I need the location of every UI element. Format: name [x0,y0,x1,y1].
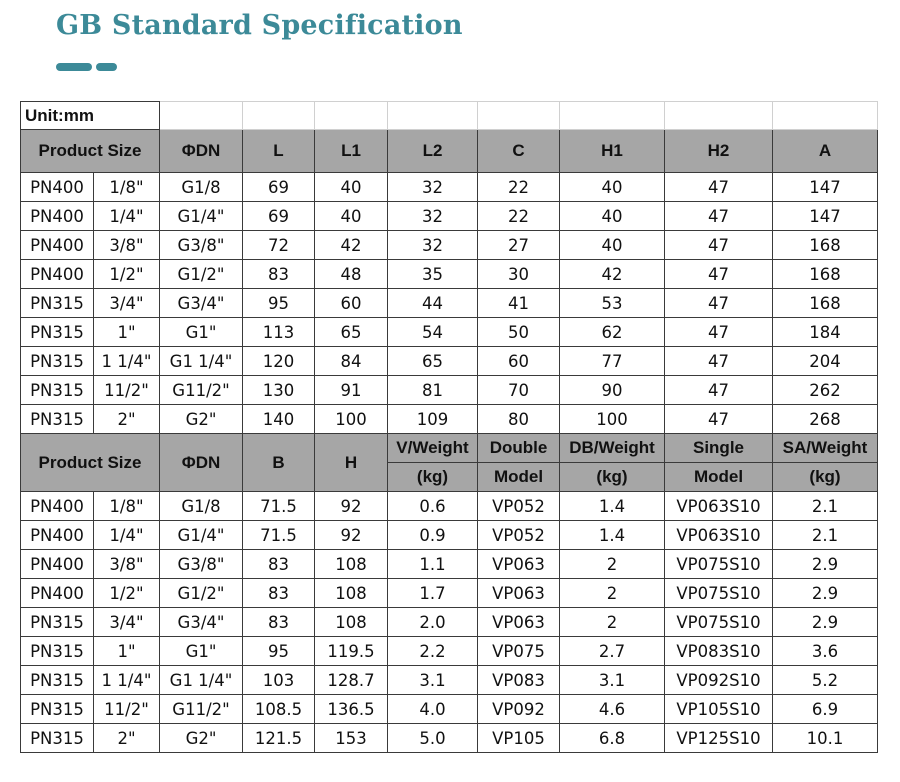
table-cell: 1.4 [560,521,665,550]
table-cell: 2.9 [773,579,878,608]
table-cell: 3/8" [94,231,160,260]
table-cell: G1 1/4" [160,347,243,376]
column-header: Single [665,434,773,463]
column-header: L [243,130,315,173]
table-cell: VP075S10 [665,579,773,608]
table-cell: 2.2 [388,637,478,666]
table-cell: 1/8" [94,492,160,521]
table-cell: 128.7 [315,666,388,695]
table-cell: 30 [478,260,560,289]
table-cell: 108.5 [243,695,315,724]
table-cell: 3/4" [94,608,160,637]
table-cell: 1" [94,318,160,347]
table-cell: PN400 [21,521,94,550]
table-cell: 60 [315,289,388,318]
table-cell: 47 [665,289,773,318]
column-header: (kg) [560,463,665,492]
column-header: (kg) [773,463,878,492]
table-row [21,318,878,347]
table-cell: 47 [665,376,773,405]
table-cell: 69 [243,173,315,202]
table-cell: 65 [315,318,388,347]
unit-label: Unit:mm [21,102,160,130]
table-cell: 1 1/4" [94,347,160,376]
table-cell: 1 1/4" [94,666,160,695]
table-cell: 1/4" [94,202,160,231]
table-row [21,579,878,608]
table-cell: 5.0 [388,724,478,753]
table-cell: 130 [243,376,315,405]
table-cell: 2 [560,550,665,579]
table-cell: 83 [243,550,315,579]
table-cell: PN315 [21,318,94,347]
table-cell: G2" [160,724,243,753]
table-cell: 47 [665,202,773,231]
column-header: H2 [665,130,773,173]
table-cell: 0.6 [388,492,478,521]
table-row [21,260,878,289]
table-cell: 1/2" [94,579,160,608]
table-cell: 91 [315,376,388,405]
table-cell: 22 [478,202,560,231]
table-row [21,405,878,434]
table-cell: G2" [160,405,243,434]
table-cell: 6.9 [773,695,878,724]
table-cell: VP092 [478,695,560,724]
table-row [21,695,878,724]
table-cell: 120 [243,347,315,376]
table-cell: G3/4" [160,289,243,318]
table-row [21,492,878,521]
table-cell: PN400 [21,492,94,521]
table-cell: 100 [315,405,388,434]
table-cell: VP063S10 [665,492,773,521]
column-header: SA/Weight [773,434,878,463]
table-cell: VP063S10 [665,521,773,550]
table-cell: G1" [160,318,243,347]
column-header: Product Size [21,130,160,173]
table-cell: 42 [560,260,665,289]
table-cell: 40 [315,173,388,202]
table-cell: VP083S10 [665,637,773,666]
table-cell: 262 [773,376,878,405]
table-row [21,173,878,202]
table-cell: 147 [773,173,878,202]
table-cell: 168 [773,231,878,260]
table-cell: 3.1 [388,666,478,695]
column-header: C [478,130,560,173]
table-cell: PN315 [21,289,94,318]
table-cell: 40 [560,202,665,231]
table-cell: 1" [94,637,160,666]
table-cell: 54 [388,318,478,347]
table-cell: VP075S10 [665,550,773,579]
table-cell: PN315 [21,637,94,666]
table-cell: 140 [243,405,315,434]
column-header: B [243,434,315,492]
table-cell: 32 [388,231,478,260]
page-title: GB Standard Specification [56,10,463,41]
table-row [21,521,878,550]
table-cell: G1/4" [160,202,243,231]
spec-table [20,101,878,753]
table-cell: VP052 [478,492,560,521]
table-cell: VP092S10 [665,666,773,695]
table-cell: 83 [243,260,315,289]
table-cell: 168 [773,260,878,289]
table-cell: VP105 [478,724,560,753]
table-cell: G1/2" [160,260,243,289]
column-header: Product Size [21,434,160,492]
table-cell: 72 [243,231,315,260]
table-cell: PN315 [21,666,94,695]
table-cell: 4.6 [560,695,665,724]
table-cell: 108 [315,608,388,637]
table-cell: G1/8 [160,492,243,521]
table-cell: VP063 [478,608,560,637]
table-cell: VP052 [478,521,560,550]
table-cell: 6.8 [560,724,665,753]
table-row [21,347,878,376]
table-cell: 268 [773,405,878,434]
table-cell: 69 [243,202,315,231]
table-row [21,550,878,579]
table-cell: 83 [243,579,315,608]
table-cell: 84 [315,347,388,376]
table-row [21,289,878,318]
table-cell: 1/4" [94,521,160,550]
table-cell: VP075 [478,637,560,666]
table-cell: 80 [478,405,560,434]
table-cell: 92 [315,521,388,550]
table-cell: 0.9 [388,521,478,550]
table-cell: PN400 [21,579,94,608]
table-cell: VP105S10 [665,695,773,724]
table-cell: 40 [560,231,665,260]
table-cell: 100 [560,405,665,434]
table-cell: 2.0 [388,608,478,637]
table-cell: 47 [665,173,773,202]
table-cell: 3.6 [773,637,878,666]
table-cell: PN315 [21,376,94,405]
table-cell: PN315 [21,608,94,637]
table-cell: G1 1/4" [160,666,243,695]
table-cell: G11/2" [160,376,243,405]
table1-header-row [21,130,878,173]
table-cell: 1.1 [388,550,478,579]
table-cell: 65 [388,347,478,376]
table-cell: G3/4" [160,608,243,637]
table-cell: G11/2" [160,695,243,724]
table-cell: 5.2 [773,666,878,695]
column-header: A [773,130,878,173]
table-cell: PN400 [21,173,94,202]
table-cell: 35 [388,260,478,289]
table-cell: 121.5 [243,724,315,753]
table-cell: VP083 [478,666,560,695]
table-row [21,608,878,637]
table-cell: 77 [560,347,665,376]
table-cell: 3.1 [560,666,665,695]
table-cell: 11/2" [94,376,160,405]
table-cell: 4.0 [388,695,478,724]
table-cell: 27 [478,231,560,260]
table-cell: PN315 [21,724,94,753]
table-cell: 70 [478,376,560,405]
table-row [21,637,878,666]
table-cell: 32 [388,202,478,231]
table-cell: PN400 [21,550,94,579]
column-header: Double [478,434,560,463]
column-header: Model [478,463,560,492]
table-cell: 3/8" [94,550,160,579]
column-header: DB/Weight [560,434,665,463]
column-header: (kg) [388,463,478,492]
table-cell: VP125S10 [665,724,773,753]
table-cell: 103 [243,666,315,695]
table-cell: VP075S10 [665,608,773,637]
table-cell: G1/2" [160,579,243,608]
table-cell: 42 [315,231,388,260]
table-cell: 44 [388,289,478,318]
table-cell: 95 [243,289,315,318]
table-cell: 71.5 [243,521,315,550]
table-cell: 3/4" [94,289,160,318]
table-cell: VP063 [478,579,560,608]
table-cell: PN315 [21,695,94,724]
table-cell: 95 [243,637,315,666]
title-accent-bar [96,63,117,71]
column-header: L2 [388,130,478,173]
table-cell: 2 [560,608,665,637]
table-cell: 168 [773,289,878,318]
column-header: ΦDN [160,434,243,492]
table-cell: 2.9 [773,608,878,637]
table-cell: 48 [315,260,388,289]
table-cell: 60 [478,347,560,376]
table-cell: PN315 [21,347,94,376]
table-cell: 2.7 [560,637,665,666]
column-header: ΦDN [160,130,243,173]
table-cell: 2" [94,724,160,753]
table-cell: 2" [94,405,160,434]
table-cell: 83 [243,608,315,637]
table-cell: VP063 [478,550,560,579]
table-cell: 40 [560,173,665,202]
table-cell: 2.9 [773,550,878,579]
table-cell: G1" [160,637,243,666]
table-row [21,202,878,231]
table-row [21,666,878,695]
table-row [21,376,878,405]
table-cell: 22 [478,173,560,202]
table-cell: PN400 [21,260,94,289]
table-cell: G3/8" [160,231,243,260]
table-cell: 40 [315,202,388,231]
table2-header-row [21,434,878,463]
table-cell: 47 [665,347,773,376]
table-cell: 119.5 [315,637,388,666]
column-header: H1 [560,130,665,173]
table-cell: 108 [315,579,388,608]
table-cell: 92 [315,492,388,521]
table-cell: 50 [478,318,560,347]
table-cell: 2 [560,579,665,608]
table-cell: 1.4 [560,492,665,521]
table-row [21,231,878,260]
table-cell: PN400 [21,202,94,231]
unit-row [21,102,878,130]
table-cell: 47 [665,318,773,347]
table-cell: 2.1 [773,492,878,521]
table-cell: 147 [773,202,878,231]
table-cell: PN315 [21,405,94,434]
table-cell: 113 [243,318,315,347]
table-cell: 32 [388,173,478,202]
table-cell: G1/4" [160,521,243,550]
title-accent-bar [56,63,92,71]
table-cell: 47 [665,231,773,260]
table-cell: 1/8" [94,173,160,202]
table-cell: 90 [560,376,665,405]
table-cell: 71.5 [243,492,315,521]
table-cell: 153 [315,724,388,753]
table-cell: 10.1 [773,724,878,753]
table-cell: G1/8 [160,173,243,202]
table-cell: 2.1 [773,521,878,550]
table-cell: 136.5 [315,695,388,724]
table-cell: 184 [773,318,878,347]
table-cell: PN400 [21,231,94,260]
column-header: Model [665,463,773,492]
table-row [21,724,878,753]
table-cell: 11/2" [94,695,160,724]
table-cell: 1/2" [94,260,160,289]
table-cell: 62 [560,318,665,347]
table-cell: G3/8" [160,550,243,579]
column-header: L1 [315,130,388,173]
table-cell: 109 [388,405,478,434]
table-cell: 53 [560,289,665,318]
table-cell: 1.7 [388,579,478,608]
table-cell: 47 [665,405,773,434]
table-cell: 47 [665,260,773,289]
column-header: H [315,434,388,492]
table-cell: 41 [478,289,560,318]
table-cell: 81 [388,376,478,405]
column-header: V/Weight [388,434,478,463]
table-cell: 204 [773,347,878,376]
table-cell: 108 [315,550,388,579]
